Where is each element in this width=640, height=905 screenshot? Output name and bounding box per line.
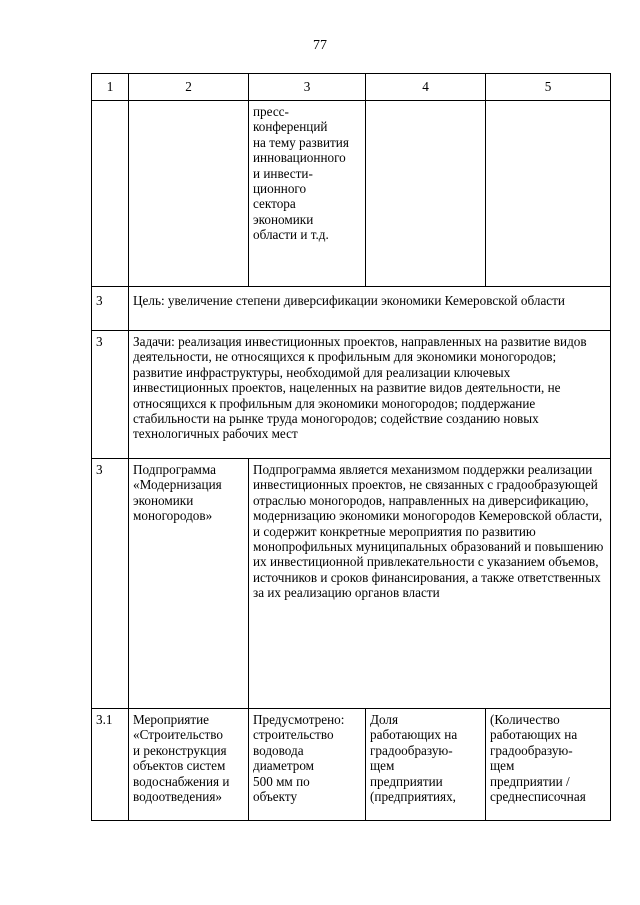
subprogram-row-number: 3 bbox=[92, 459, 129, 709]
subprogram-description: Подпрограмма является механизмом поддержки реализации инвестиционных проектов, не связанных с градообразующей отраслью моногородов, направленных на диверсификацию, модернизацию экономики моногородов Кемеровской области, и содержит конкретные мероприятия по развитию монопрофильных муниципальных образований и повышению их инвестиционной привлекательности с указанием объемов, источников и сроков финансирования, а также ответственных за их реализацию органов власти bbox=[249, 459, 611, 709]
measure-provision: Предусмотрено: строительство водовода диаметром 500 мм по объекту bbox=[249, 709, 366, 821]
measure-row-number: 3.1 bbox=[92, 709, 129, 821]
press-row-col-5 bbox=[486, 101, 611, 287]
program-table bbox=[91, 73, 611, 821]
measure-row bbox=[92, 709, 611, 821]
tasks-text: Задачи: реализация инвестиционных проектов, направленных на развитие видов деятельности, не относящихся к профильным для экономики моногородов; развитие инфраструктуры, необходимой для реализации ключевых инвестиционных проектов, нацеленных на развитие видов деятельности, не относящихся к профильным для экономики моногородов; поддержание стабильности на рынке труда моногородов; содействие созданию новых технологичных рабочих мест bbox=[129, 331, 611, 459]
press-conference-row bbox=[92, 101, 611, 287]
goal-row-number: 3 bbox=[92, 287, 129, 331]
header-row bbox=[92, 74, 611, 101]
header-col-1: 1 bbox=[92, 74, 129, 101]
subprogram-row bbox=[92, 459, 611, 709]
measure-formula: (Количество работающих на градообразую- щем предприятии / среднесписочная bbox=[486, 709, 611, 821]
tasks-row bbox=[92, 331, 611, 459]
measure-indicator: Доля работающих на градообразую- щем предприятии (предприятиях, bbox=[366, 709, 486, 821]
goal-row bbox=[92, 287, 611, 331]
press-row-col-3: пресс- конференций на тему развития инновационного и инвести- ционного сектора экономики области и т.д. bbox=[249, 101, 366, 287]
goal-text: Цель: увеличение степени диверсификации экономики Кемеровской области bbox=[129, 287, 611, 331]
subprogram-name: Подпрограмма «Модернизация экономики моногородов» bbox=[129, 459, 249, 709]
press-row-col-4 bbox=[366, 101, 486, 287]
page-number: 77 bbox=[313, 38, 327, 53]
press-row-col-2 bbox=[129, 101, 249, 287]
press-row-col-1 bbox=[92, 101, 129, 287]
header-col-5: 5 bbox=[486, 74, 611, 101]
header-col-4: 4 bbox=[366, 74, 486, 101]
tasks-row-number: 3 bbox=[92, 331, 129, 459]
header-col-2: 2 bbox=[129, 74, 249, 101]
measure-name: Мероприятие «Строительство и реконструкция объектов систем водоснабжения и водоотведения» bbox=[129, 709, 249, 821]
header-col-3: 3 bbox=[249, 74, 366, 101]
